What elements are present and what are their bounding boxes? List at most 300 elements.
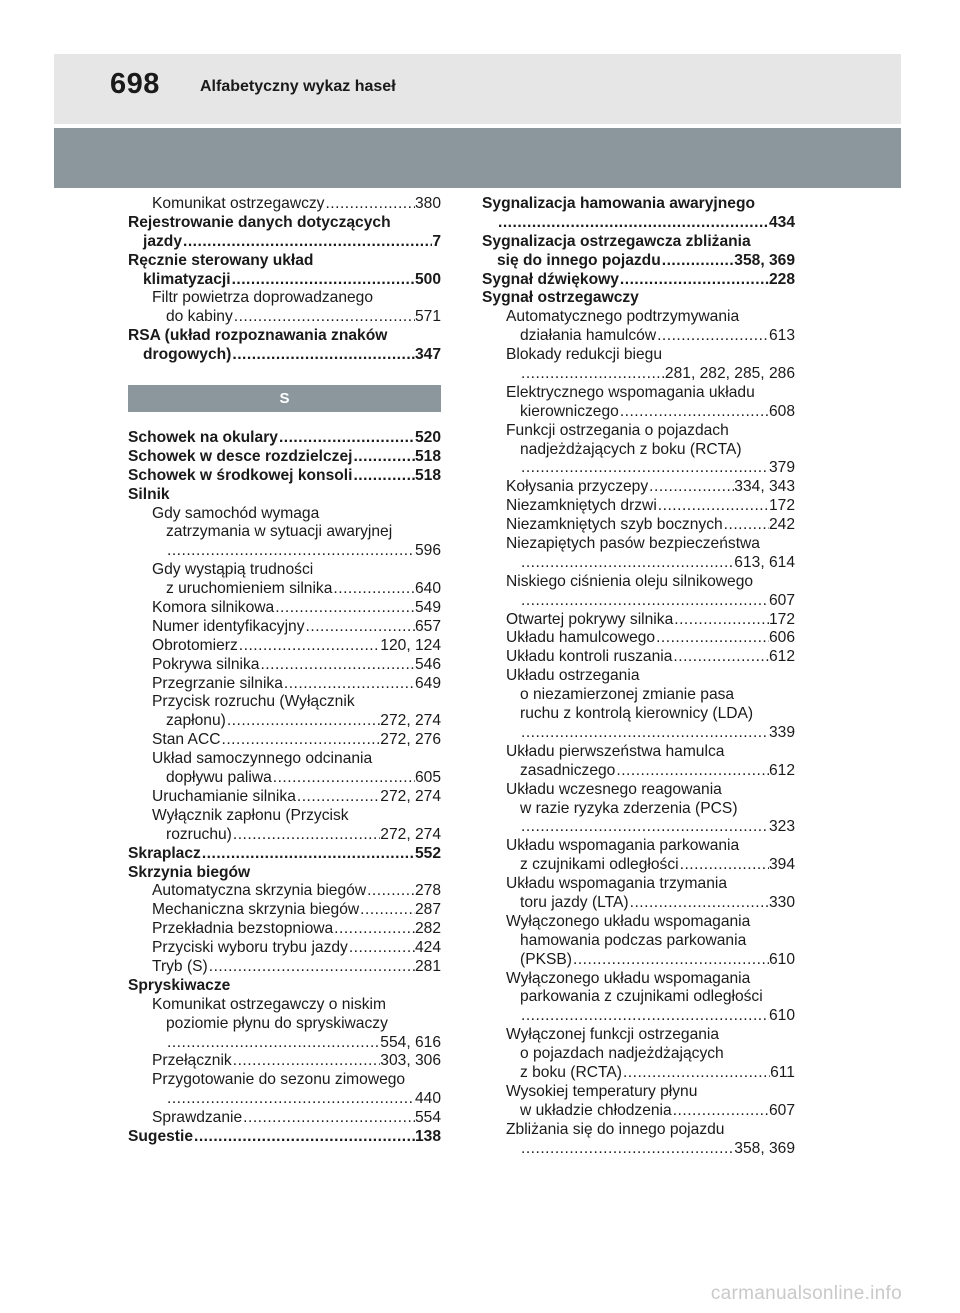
entry-term: Filtr powietrza doprowadzanego [152,289,374,307]
entry-page-ref: 172 [768,610,795,628]
entry-term: zatrzymania w sytuacji awaryjnej [166,523,393,541]
entry-term: Wyłączonego układu wspomagania [506,912,751,930]
entry-term: toru jazdy (LTA) [520,893,629,911]
entry-term: Sugestie [128,1127,193,1145]
entry-term: z uruchomieniem silnika [166,580,333,598]
entry-page-ref: 607 [768,1101,795,1119]
dot-leader [231,346,415,365]
dot-leader [520,365,665,384]
dot-leader [520,554,734,573]
index-entry [482,403,795,422]
index-entry [128,901,441,920]
index-entry [128,505,441,524]
index-entry [482,233,795,252]
dot-leader [619,271,769,290]
entry-term: Przegrzanie silnika [152,674,283,692]
dot-leader [661,252,735,271]
dot-leader [233,308,415,327]
entry-page-ref: 546 [414,655,441,673]
entry-page-ref: 610 [768,950,795,968]
index-entry [482,497,795,516]
index-entry [128,1071,441,1090]
dot-leader [657,497,769,516]
entry-term: Wysokiej temperatury płynu [506,1082,698,1100]
index-entry [482,648,795,667]
entry-page-ref: 434 [768,213,795,231]
entry-page-ref: 610 [768,1007,795,1025]
index-entry [128,308,441,327]
index-entry [128,1109,441,1128]
entry-term: Układ samoczynnego odcinania [152,750,373,768]
entry-term: Sygnalizacja hamowania awaryjnego [482,195,755,212]
entry-term: Gdy samochód wymaga [152,504,320,522]
dot-leader [232,1052,381,1071]
entry-page-ref: 520 [414,429,441,447]
dot-leader [572,951,769,970]
index-entry [482,686,795,705]
entry-page-ref: 120, 124 [380,636,441,654]
entry-term: Sygnał ostrzegawczy [482,289,639,307]
index-entry [482,1007,795,1026]
entry-page-ref: 552 [414,844,441,862]
dot-leader [283,675,415,694]
entry-term: Gdy wystąpią trudności [152,561,314,579]
index-entry [128,864,441,883]
entry-term: jazdy [143,232,182,250]
section-letter-s: S [128,385,441,412]
entry-page-ref: 554 [414,1109,441,1127]
index-entry [128,1090,441,1109]
entry-term: RSA (układ rozpoznawania znaków [128,327,388,345]
entry-term: Tryb (S) [152,957,208,975]
dot-leader [182,233,432,252]
dot-leader [242,1109,415,1128]
index-entry [128,346,441,365]
index-entry [128,523,441,542]
entry-term: Układu kontroli ruszania [506,648,673,666]
entry-term: Schowek na okulary [128,429,278,447]
index-entry [482,308,795,327]
entry-page-ref: 608 [768,402,795,420]
entry-term: rozruchu) [166,825,232,843]
entry-term: działania hamulców [520,327,657,345]
entry-page-ref: 330 [768,893,795,911]
index-entry [128,826,441,845]
index-entry [128,731,441,750]
entry-page-ref: 518 [414,466,441,484]
index-entry [482,932,795,951]
index-entry [482,1026,795,1045]
index-entry [482,1102,795,1121]
dot-leader [615,762,769,781]
index-entry [128,289,441,308]
entry-page-ref: 596 [414,542,441,560]
index-entry [482,478,795,497]
index-entry [128,845,441,864]
entry-term: Przyciski wyboru trybu jazdy [152,939,348,957]
index-entry [128,271,441,290]
index-entry [482,535,795,554]
entry-term: parkowania z czujnikami odległości [520,988,763,1006]
index-entry [482,573,795,592]
dot-leader [723,516,769,535]
index-entry [482,252,795,271]
entry-term: Pokrywa silnika [152,655,260,673]
index-entry [128,807,441,826]
entry-term: drogowych) [143,346,232,364]
entry-term: Spryskiwacze [128,976,231,994]
index-entry [482,800,795,819]
index-column-left [128,195,441,1147]
header-banner [54,128,901,188]
entry-page-ref: 358, 369 [734,251,795,269]
dot-leader [305,618,415,637]
index-entry [482,1064,795,1083]
index-entry [128,580,441,599]
dot-leader [497,214,769,233]
entry-term: (PKSB) [520,950,572,968]
index-entry [128,486,441,505]
index-entry [128,1015,441,1034]
entry-term: Układu ostrzegania [506,667,640,685]
index-entry [482,837,795,856]
index-entry [482,818,795,837]
entry-term: Wyłączonej funkcji ostrzegania [506,1026,720,1044]
entry-term: Funkcji ostrzegania o pojazdach [506,421,729,439]
dot-leader [520,459,769,478]
dot-leader [324,195,415,214]
entry-term: Blokady redukcji biegu [506,346,663,364]
index-entry [482,441,795,460]
entry-page-ref: 287 [414,901,441,919]
index-entry [482,705,795,724]
entry-term: Układu wczesnego reagowania [506,780,722,798]
entry-page-ref: 334, 343 [734,478,795,496]
entry-term: w układzie chłodzenia [520,1101,672,1119]
entry-term: Sygnał dźwiękowy [482,270,619,288]
index-entry [128,693,441,712]
entry-page-ref: 242 [768,516,795,534]
index-entry [128,542,441,561]
dot-leader [619,403,769,422]
index-entry [128,1052,441,1071]
index-entry [482,856,795,875]
page-number: 698 [110,68,160,100]
entry-term: Komunikat ostrzegawczy o niskim [152,995,386,1013]
entry-term: kierowniczego [520,402,619,420]
entry-term: Silnik [128,485,170,503]
entry-term: Wyłączonego układu wspomagania [506,969,751,987]
entry-page-ref: 358, 369 [734,1139,795,1157]
entry-page-ref: 272, 274 [380,825,441,843]
dot-leader [201,845,415,864]
index-entry [482,611,795,630]
index-entry [482,346,795,365]
entry-term: Skraplacz [128,844,201,862]
dot-leader [672,648,769,667]
index-entry [482,289,795,308]
entry-term: do kabiny [166,308,233,326]
dot-leader [166,1034,380,1053]
index-entry [128,448,441,467]
index-entry [482,629,795,648]
index-entry [128,637,441,656]
index-entry [482,592,795,611]
entry-term: w razie ryzyka zderzenia (PCS) [520,799,738,817]
entry-term: o pojazdach nadjeżdżających [520,1045,724,1063]
index-entry [128,467,441,486]
entry-term: klimatyzacji [143,270,231,288]
index-entry [128,599,441,618]
entry-page-ref: 657 [414,617,441,635]
entry-page-ref: 549 [414,599,441,617]
entry-term: zasadniczego [520,761,616,779]
entry-term: Ręcznie sterowany układ [128,251,314,269]
dot-leader [520,724,769,743]
entry-term: Otwartej pokrywy silnika [506,610,674,628]
entry-page-ref: 640 [414,580,441,598]
entry-page-ref: 612 [768,648,795,666]
dot-leader [232,826,380,845]
entry-page-ref: 571 [414,308,441,326]
page-title: Alfabetyczny wykaz haseł [200,78,396,95]
entry-term: Automatycznego podtrzymywania [506,308,740,326]
entry-page-ref: 554, 616 [380,1033,441,1051]
index-entries-r [128,195,441,365]
entry-term: Układu wspomagania parkowania [506,837,740,855]
entry-page-ref: 611 [770,1063,795,1081]
entry-term: Komunikat ostrzegawczy [152,195,325,212]
page-header [54,54,901,124]
dot-leader [296,788,380,807]
dot-leader [332,580,415,599]
index-entry [482,894,795,913]
dot-leader [359,901,415,920]
entry-page-ref: 7 [432,232,441,250]
index-entry [128,327,441,346]
dot-leader [238,637,381,656]
index-entries-s [128,429,441,1147]
dot-leader [520,1140,734,1159]
dot-leader [366,882,415,901]
entry-page-ref: 518 [414,447,441,465]
entry-term: Niskiego ciśnienia oleju silnikowego [506,572,754,590]
index-entry [128,214,441,233]
index-column-right [482,195,795,1158]
index-entry [128,977,441,996]
entry-term: Niezamkniętych drzwi [506,497,657,515]
entry-page-ref: 278 [414,882,441,900]
entry-term: Komora silnikowa [152,599,275,617]
entry-page-ref: 605 [414,769,441,787]
entry-page-ref: 612 [768,761,795,779]
index-entry [482,875,795,894]
entry-term: Rejestrowanie danych dotyczących [128,213,391,231]
index-entry [128,195,441,214]
index-entry [128,1128,441,1147]
entry-term: Układu hamulcowego [506,629,656,647]
index-entries-s-continued [482,195,795,1158]
index-entry [128,656,441,675]
index-entry [482,1140,795,1159]
entry-page-ref: 281, 282, 285, 286 [664,365,795,383]
index-entry [128,769,441,788]
entry-term: Skrzynia biegów [128,863,251,881]
entry-term: Układu wspomagania trzymania [506,875,728,893]
index-entry [482,988,795,1007]
entry-page-ref: 282 [414,920,441,938]
index-entry [128,939,441,958]
entry-page-ref: 394 [768,856,795,874]
entry-term: Uruchamianie silnika [152,787,296,805]
index-entry [128,996,441,1015]
dot-leader [629,894,769,913]
entry-term: Przycisk rozruchu (Wyłącznik [152,693,355,711]
index-entry [482,1045,795,1064]
index-entry [128,788,441,807]
index-entry [128,252,441,271]
dot-leader [348,939,415,958]
entry-term: dopływu paliwa [166,769,272,787]
entry-page-ref: 379 [768,459,795,477]
entry-term: nadjeżdżających z boku (RCTA) [520,440,742,458]
entry-term: poziomie płynu do spryskiwaczy [166,1014,388,1032]
index-entry [482,422,795,441]
entry-term: Zbliżania się do innego pojazdu [506,1120,725,1138]
entry-term: Schowek w środkowej konsoli [128,466,353,484]
dot-leader [352,467,415,486]
index-entry [482,1083,795,1102]
index-entry [128,675,441,694]
index-entry [482,459,795,478]
dot-leader [655,629,769,648]
dot-leader [520,592,769,611]
entry-term: Przekładnia bezstopniowa [152,920,334,938]
index-entry [128,561,441,580]
dot-leader [333,920,415,939]
entry-page-ref: 649 [414,674,441,692]
dot-leader [622,1064,770,1083]
index-entry [482,554,795,573]
entry-page-ref: 323 [768,818,795,836]
entry-term: Niezamkniętych szyb bocznych [506,516,723,534]
dot-leader [648,478,734,497]
entry-term: Sygnalizacja ostrzegawcza zbliżania [482,232,751,250]
index-entry [482,1121,795,1140]
entry-term: Stan ACC [152,731,221,749]
dot-leader [193,1128,415,1147]
entry-term: Przygotowanie do sezonu zimowego [152,1071,406,1089]
dot-leader [166,542,415,561]
entry-page-ref: 424 [414,939,441,957]
dot-leader [231,271,415,290]
index-entry [128,712,441,731]
entry-term: o niezamierzonej zmianie pasa [520,686,735,704]
entry-page-ref: 613, 614 [734,553,795,571]
entry-term: Przełącznik [152,1052,232,1070]
index-entry [128,920,441,939]
entry-term: Numer identyfikacyjny [152,617,305,635]
entry-term: Schowek w desce rozdzielczej [128,447,353,465]
index-entry [482,271,795,290]
dot-leader [220,731,380,750]
index-entry [482,970,795,989]
index-entry [482,384,795,403]
entry-term: się do innego pojazdu [497,251,661,269]
index-entry [482,365,795,384]
entry-page-ref: 272, 274 [380,787,441,805]
entry-page-ref: 172 [768,497,795,515]
index-entry [482,762,795,781]
dot-leader [274,599,415,618]
dot-leader [259,656,415,675]
entry-page-ref: 281 [414,957,441,975]
index-entry [128,1034,441,1053]
dot-leader [226,712,380,731]
index-entry [482,781,795,800]
dot-leader [278,429,415,448]
entry-term: Elektrycznego wspomagania układu [506,383,755,401]
entry-term: Automatyczna skrzynia biegów [152,882,367,900]
entry-page-ref: 606 [768,629,795,647]
dot-leader [673,611,769,630]
entry-term: Układu pierwszeństwa hamulca [506,742,725,760]
entry-page-ref: 440 [414,1090,441,1108]
entry-term: z czujnikami odległości [520,856,679,874]
index-entry [128,618,441,637]
index-entry [482,516,795,535]
index-entry [482,327,795,346]
entry-term: Obrotomierz [152,636,238,654]
index-entry [482,743,795,762]
entry-term: Mechaniczna skrzynia biegów [152,901,360,919]
dot-leader [166,1090,415,1109]
entry-page-ref: 347 [414,346,441,364]
entry-page-ref: 303, 306 [380,1052,441,1070]
entry-term: Niezapiętych pasów bezpieczeństwa [506,535,760,553]
index-entry [482,195,795,214]
entry-page-ref: 380 [414,195,441,212]
index-entry [482,724,795,743]
dot-leader [656,327,769,346]
dot-leader [679,856,769,875]
index-entry [128,429,441,448]
index-entry [482,667,795,686]
index-entry [128,750,441,769]
entry-term: hamowania podczas parkowania [520,931,747,949]
entry-page-ref: 613 [768,327,795,345]
entry-page-ref: 339 [768,723,795,741]
entry-page-ref: 500 [414,270,441,288]
dot-leader [208,958,415,977]
entry-page-ref: 138 [414,1127,441,1145]
dot-leader [272,769,415,788]
watermark: carmanualsonline.info [710,1283,902,1304]
entry-term: Wyłącznik zapłonu (Przycisk [152,806,349,824]
index-entry [128,958,441,977]
dot-leader [520,1007,769,1026]
entry-term: ruchu z kontrolą kierownicy (LDA) [520,705,754,723]
dot-leader [520,818,769,837]
entry-term: zapłonu) [166,712,226,730]
dot-leader [352,448,415,467]
entry-term: z boku (RCTA) [520,1063,622,1081]
index-entry [482,214,795,233]
entry-page-ref: 272, 276 [380,731,441,749]
entry-term: Kołysania przyczepy [506,478,649,496]
entry-term: Sprawdzanie [152,1109,243,1127]
entry-page-ref: 272, 274 [380,712,441,730]
